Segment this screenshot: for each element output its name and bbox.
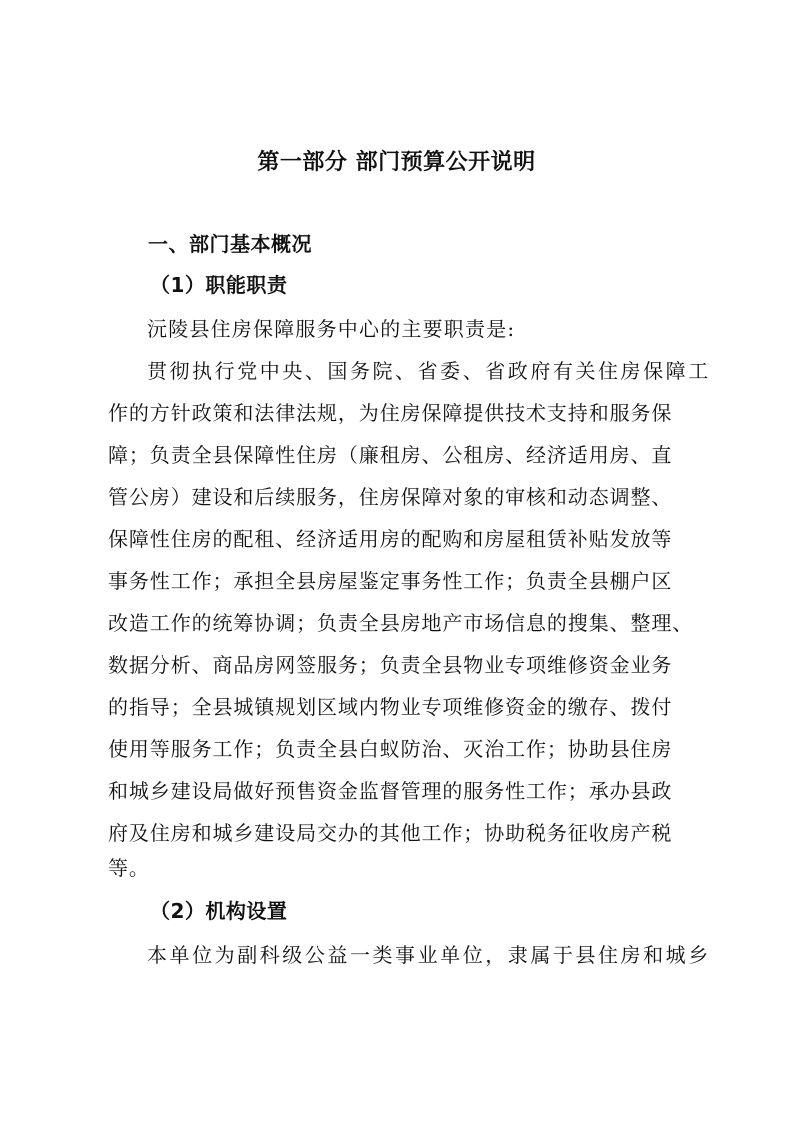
paragraph-line: 数据分析、商品房网签服务；负责全县物业专项维修资金业务 <box>108 653 673 677</box>
paragraph-line: 管公房）建设和后续服务，住房保障对象的审核和动态调整、 <box>108 485 673 509</box>
paragraph-line: 府及住房和城乡建设局交办的其他工作；协助税务征收房产税 <box>108 821 673 845</box>
paragraph-line: 作的方针政策和法律法规，为住房保障提供技术支持和服务保 <box>108 401 673 425</box>
subsection-heading-organization: （2）机构设置 <box>150 899 288 923</box>
paragraph-line: 使用等服务工作；负责全县白蚁防治、灭治工作；协助县住房 <box>108 737 673 761</box>
subsection-heading-duties: （1）职能职责 <box>150 273 288 297</box>
paragraph-line: 的指导；全县城镇规划区域内物业专项维修资金的缴存、拨付 <box>108 695 673 719</box>
paragraph-line: 保障性住房的配租、经济适用房的配购和房屋租赁补贴发放等 <box>108 527 673 551</box>
section-heading-basic-overview: 一、部门基本概况 <box>148 232 312 256</box>
paragraph-line: 事务性工作；承担全县房屋鉴定事务性工作；负责全县棚户区 <box>108 569 673 593</box>
paragraph-line: 等。 <box>108 856 150 880</box>
paragraph-line: 和城乡建设局做好预售资金监督管理的服务性工作；承办县政 <box>108 779 673 803</box>
paragraph-line: 贯彻执行党中央、国务院、省委、省政府有关住房保障工 <box>147 359 711 383</box>
paragraph-line: 障；负责全县保障性住房（廉租房、公租房、经济适用房、直 <box>108 443 673 467</box>
page-title: 第一部分 部门预算公开说明 <box>257 150 536 175</box>
paragraph-line-intro: 沅陵县住房保障服务中心的主要职责是: <box>147 317 516 341</box>
paragraph-line: 本单位为副科级公益一类事业单位，隶属于县住房和城乡 <box>147 943 711 967</box>
paragraph-line: 改造工作的统筹协调；负责全县房地产市场信息的搜集、整理、 <box>108 611 694 635</box>
